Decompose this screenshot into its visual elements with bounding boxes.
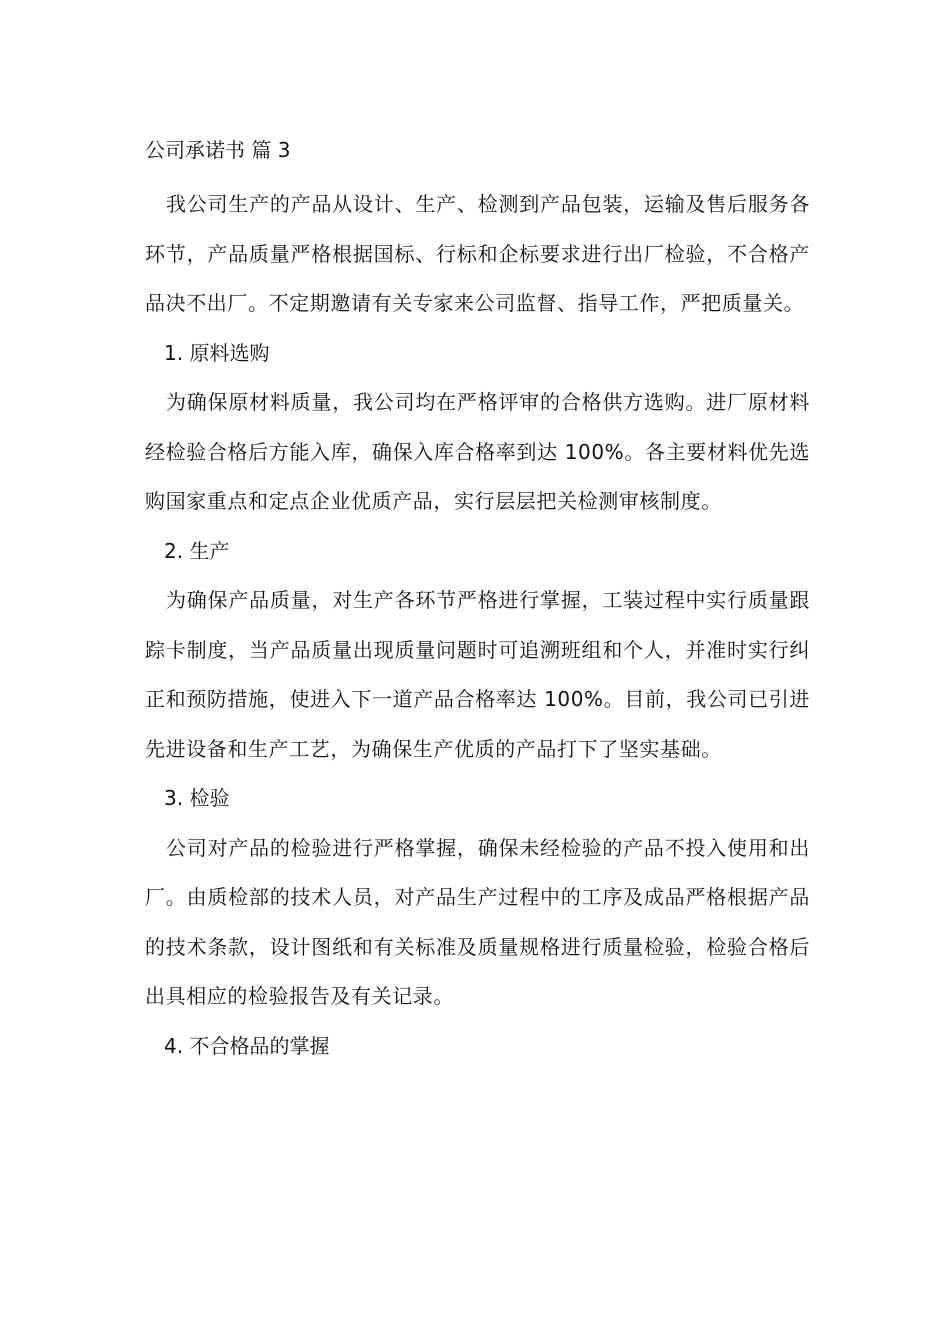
section-body-inspection: 公司对产品的检验进行严格掌握，确保未经检验的产品不投入使用和出厂。由质检部的技术人员，对产品生产过程中的工序及成品严格根据产品的技术条款，设计图纸和有关标准及质量规格进行质量检验，检验合格后出具相应的检验报告及有关记录。 xyxy=(145,835,810,1008)
intro-paragraph: 我公司生产的产品从设计、生产、检测到产品包装，运输及售后服务各环节，产品质量严格根据国标、行标和企标要求进行出厂检验，不合格产品决不出厂。不定期邀请有关专家来公司监督、指导工作，严把质量关。 xyxy=(145,192,810,315)
section-body-raw-material: 为确保原材料质量，我公司均在严格评审的合格供方选购。进厂原材料经检验合格后方能入库，确保入库合格率到达 100%。各主要材料优先选购国家重点和定点企业优质产品，实行层层把关检测审核制度。 xyxy=(145,390,810,513)
section-heading-inspection: 3. 检验 xyxy=(164,786,230,810)
section-body-production: 为确保产品质量，对生产各环节严格进行掌握，工装过程中实行质量跟踪卡制度，当产品质量出现质量问题时可追溯班组和个人，并准时实行纠正和预防措施，使进入下一道产品合格率达 100%。目前，我公司已引进先进设备和生产工艺，为确保生产优质的产品打下了坚实基础。 xyxy=(145,588,810,761)
section-heading-nonconforming: 4. 不合格品的掌握 xyxy=(164,1033,330,1058)
section-heading-production: 2. 生产 xyxy=(164,538,230,563)
section-heading-raw-material: 1. 原料选购 xyxy=(164,340,270,365)
document-content xyxy=(145,130,810,1071)
document-title: 公司承诺书 篇 3 xyxy=(145,138,291,162)
